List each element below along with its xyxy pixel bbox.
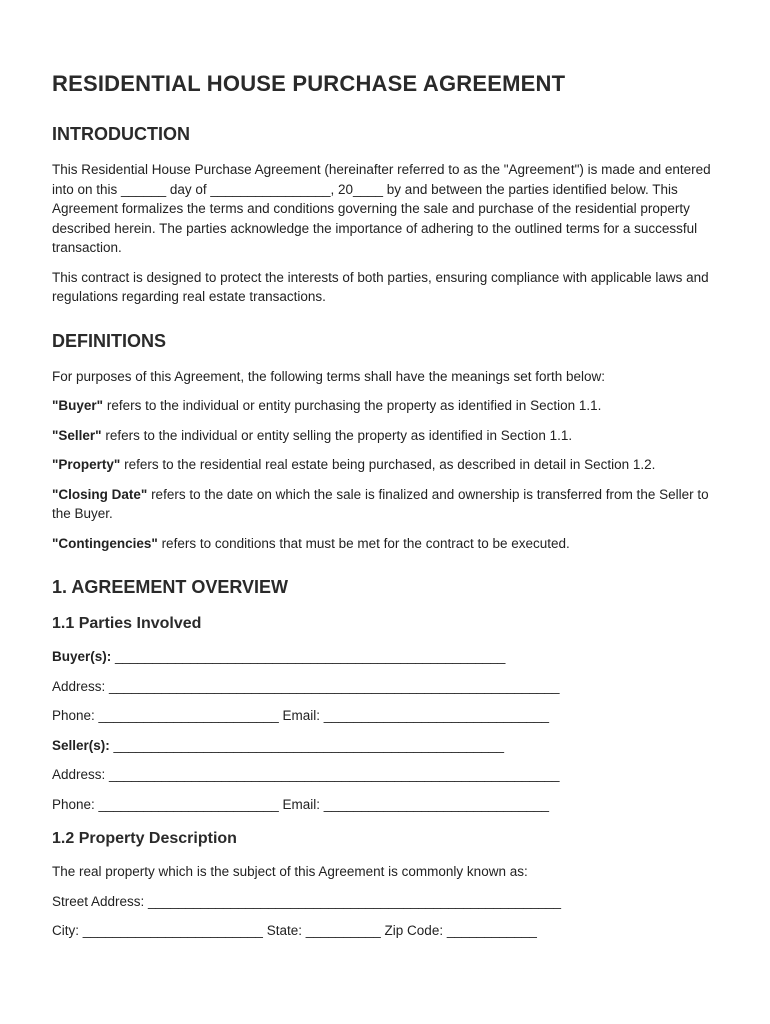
seller-address-field[interactable]: Address: ____________________________________________________________ <box>52 767 560 782</box>
definition-text: refers to the individual or entity purchasing the property as identified in Section 1.1. <box>103 398 602 413</box>
parties-involved-heading: 1.1 Parties Involved <box>52 615 202 632</box>
buyer-label: Buyer(s): <box>52 649 112 664</box>
definition-term: "Property" <box>52 457 121 472</box>
introduction-paragraph-2: This contract is designed to protect the interests of both parties, ensuring compliance with applicable laws and regulations regarding real estate transactions. <box>52 269 709 304</box>
introduction-heading: INTRODUCTION <box>52 124 190 144</box>
seller-label: Seller(s): <box>52 737 110 753</box>
definition-buyer <box>52 396 718 416</box>
introduction-section <box>52 122 718 307</box>
definitions-section <box>52 329 718 554</box>
definitions-heading: DEFINITIONS <box>52 330 167 351</box>
definition-term: "Contingencies" <box>52 535 158 551</box>
buyer-name-field[interactable] <box>52 647 718 667</box>
property-description-heading: 1.2 Property Description <box>52 830 237 847</box>
buyer-address-field[interactable]: Address: ____________________________________________________________ <box>52 678 560 694</box>
parties-involved-subsection <box>52 613 718 814</box>
buyer-phone-email-field[interactable]: Phone: ________________________ Email: ______________________________ <box>52 708 549 723</box>
seller-blank: ____________________________________________________ <box>109 737 504 753</box>
buyer-blank: ____________________________________________________ <box>111 649 506 664</box>
definition-property <box>52 455 718 475</box>
document-title: RESIDENTIAL HOUSE PURCHASE AGREEMENT <box>52 71 566 96</box>
definitions-lead: For purposes of this Agreement, the following terms shall have the meanings set forth below: <box>52 368 606 384</box>
property-description-subsection <box>52 828 718 941</box>
definition-text: refers to the individual or entity selling the property as identified in Section 1.1. <box>101 427 573 443</box>
agreement-overview-heading: 1. AGREEMENT OVERVIEW <box>52 577 289 597</box>
definition-term: "Closing Date" <box>52 486 148 502</box>
definition-term: "Buyer" <box>52 398 104 413</box>
agreement-overview-section <box>52 575 718 941</box>
definition-text: refers to the date on which the sale is finalized and ownership is transferred from the Seller to the Buyer. <box>52 486 709 521</box>
seller-phone-email-field[interactable]: Phone: ________________________ Email: ______________________________ <box>52 796 549 812</box>
definition-text: refers to conditions that must be met for the contract to be executed. <box>157 535 570 551</box>
property-description-lead: The real property which is the subject of this Agreement is commonly known as: <box>52 864 528 879</box>
definition-closing-date <box>52 485 718 524</box>
seller-name-field[interactable] <box>52 736 718 756</box>
definition-term: "Seller" <box>52 427 102 443</box>
street-address-field[interactable]: Street Address: _______________________________________________________ <box>52 893 561 909</box>
document-page <box>52 70 718 951</box>
city-state-zip-field[interactable]: City: ________________________ State: __________ Zip Code: ____________ <box>52 923 537 938</box>
definition-seller <box>52 426 718 446</box>
definition-text: refers to the residential real estate being purchased, as described in detail in Section 1.2. <box>120 457 656 472</box>
introduction-paragraph-1: This Residential House Purchase Agreement (hereinafter referred to as the "Agreement") is made and entered into on this ______ day of ________________, 20____ by and between the parties identified below. This Agreement formalizes the terms and conditions governing the sale and purchase of the residential property described herein. The parties acknowledge the importance of adhering to the outlined terms for a successful transaction. <box>52 162 711 255</box>
definition-contingencies <box>52 534 718 554</box>
